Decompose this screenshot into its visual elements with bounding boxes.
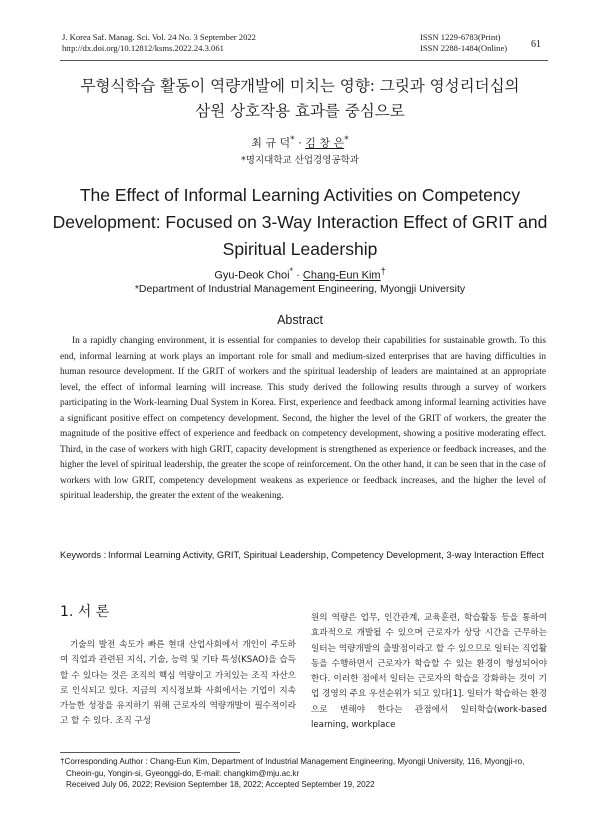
english-title-line-1: The Effect of Informal Learning Activities on Competency — [79, 185, 521, 205]
keywords — [60, 548, 546, 563]
korean-authors — [0, 134, 600, 151]
english-title-line-3: Spiritual Leadership — [222, 239, 378, 259]
korean-title-line-1: 무형식학습 활동이 역량개발에 미치는 영향: 그릿과 영성리더십의 — [80, 77, 520, 95]
korean-author-2-mark: * — [344, 134, 349, 145]
english-authors — [0, 266, 600, 282]
body-column-right: 원의 역량은 업무, 인간관계, 교육훈련, 학습활동 등을 통하여 효과적으로 개발될 수 있으며 근로자가 상당 시간을 근무하는 일터는 역량개발의 출발점이라고 할 수 있으므로 일터는 직업활동을 수행하면서 근로자가 학습할 수 있는 환경이 형성되어야 한다. 이러한 점에서 일터는 근로자의 학습을 강화하는 것이 기업 경영의 주요 우선순위가 되고 있다[1]. 일터가 학습하는 환경으로 변해야 한다는 관점에서 일터학습(work-based learning, workplace — [311, 613, 547, 731]
english-author-separator: · — [293, 269, 303, 282]
english-author-2: Chang-Eun Kim — [302, 269, 381, 282]
section-heading: 1. 서 론 — [60, 604, 110, 620]
page-number: 61 — [531, 39, 541, 50]
header-divider — [60, 60, 548, 61]
korean-author-1-mark: * — [290, 134, 295, 145]
footnote — [60, 756, 550, 791]
korean-title — [40, 74, 560, 124]
english-affiliation: *Department of Industrial Management Engineering, Myongji University — [134, 283, 466, 295]
footnote-address: Cheoin-gu, Yongin-si, Gyeonggi-do, E-mail: changkim@mju.ac.kr — [66, 768, 300, 778]
footnote-divider — [60, 752, 240, 753]
keywords-list: Informal Learning Activity, GRIT, Spiritual Leadership, Competency Development, 3-way Interaction Effect — [108, 550, 544, 560]
english-author-2-mark: † — [380, 266, 386, 276]
journal-header-right — [420, 32, 507, 54]
abstract-heading: Abstract — [277, 313, 323, 327]
korean-author-1: 최 규 덕 — [251, 136, 291, 150]
english-title — [40, 182, 560, 263]
body-column-left: 기술의 발전 속도가 빠른 현대 산업사회에서 개인이 주도하여 직업과 관련된 지식, 기술, 능력 및 기타 특성(KSAO)을 습득할 수 있다는 것은 조직의 핵심 역량이고 가치있는 조직 자산으로 인식되고 있다. 지금의 지식정보화 사회에서는 기업이 지속 가능한 성장을 유지하기 위해 근로자의 역량개발이 필수적이라고 할 수 있다. 조직 구성 — [60, 640, 296, 727]
footnote-dates: Received July 06, 2022; Revision September 18, 2022; Accepted September 19, 2022 — [66, 780, 375, 789]
korean-author-separator: · — [294, 136, 306, 150]
keywords-label: Keywords : — [60, 550, 107, 560]
english-title-line-2: Development: Focused on 3-Way Interaction Effect of GRIT and — [52, 212, 548, 232]
english-author-1: Gyu-Deok Choi — [214, 269, 290, 282]
journal-citation: J. Korea Saf. Manag. Sci. Vol. 24 No. 3 September 2022 — [62, 32, 256, 42]
korean-affiliation: *명지대학교 산업경영공학과 — [241, 155, 359, 166]
issn-print: ISSN 1229-6783(Print) — [420, 32, 501, 42]
korean-title-line-2: 삼원 상호작용 효과를 중심으로 — [195, 102, 405, 120]
doi-link[interactable]: http://dx.doi.org/10.12812/ksms.2022.24.3.061 — [62, 43, 224, 53]
journal-header-left — [62, 32, 256, 54]
footnote-corresponding-author: †Corresponding Author : Chang-Eun Kim, Department of Industrial Management Engineering, Myongji University, 116, Myongji-ro, — [60, 757, 525, 766]
english-author-1-mark: * — [289, 266, 294, 276]
abstract-text: In a rapidly changing environment, it is essential for companies to develop their capabilities for sustainable growth. To this end, informal learning at work plays an important role for small and medium-sized enterprises that are having difficulties in human resource development. If the GRIT of workers and the spiritual leadership of leaders are maintained at an appropriate level, the effect of informal learning will increase. This study derived the following results through a survey of workers participating in the Work-learning Dual System in Korea. First, experience and feedback among informal learning activities have a significant positive effect on competency development. Second, the higher the level of the GRIT of workers, the greater the magnitude of the positive effect of experience and feedback on competency development, showing a positive moderating effect. Third, in the case of workers with high GRIT, capacity development is strengthened as experience or feedback increases, and the higher the level of spiritual leadership, the greater the scope of reinforcement. On the other hand, it can be seen that in the case of workers with low GRIT, competency development weakens as experience or feedback increases, and the higher the level of spiritual leadership, the greater the extent of the weakening. — [60, 336, 546, 502]
issn-online: ISSN 2288-1484(Online) — [420, 43, 508, 53]
korean-author-2: 김 창 은 — [305, 136, 345, 150]
